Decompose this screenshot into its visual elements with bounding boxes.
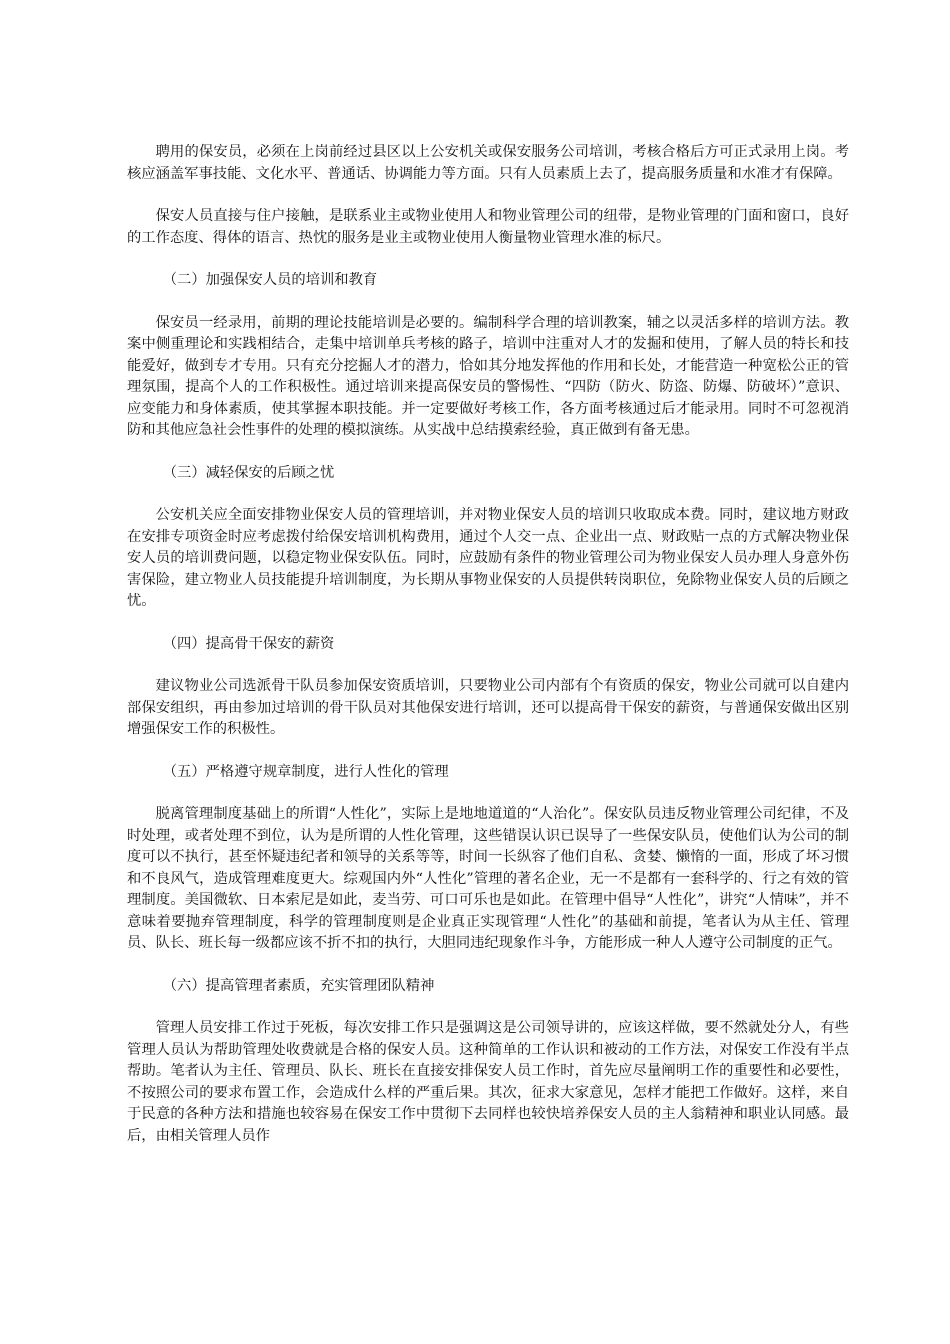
paragraph: 管理人员安排工作过于死板，每次安排工作只是强调这是公司领导讲的，应该这样做，要不然就处分人，有些管理人员认为帮助管理处收费就是合格的保安人员。这种简单的工作认识和被动的工作方法，对保安工作没有半点帮助。笔者认为主任、管理员、队长、班长在直接安排保安人员工作时，首先应尽量阐明工作的重要性和必要性，不按照公司的要求布置工作，会造成什么样的严重后果。其次，征求大家意见，怎样才能把工作做好。这样，来自于民意的各种方法和措施也较容易在保安工作中贯彻下去同样也较快培养保安人员的主人翁精神和职业认同感。最后，由相关管理人员作 bbox=[127, 1020, 849, 1144]
paragraph: 保安员一经录用，前期的理论技能培训是必要的。编制科学合理的培训教案，辅之以灵活多样的培训方法。教案中侧重理论和实践相结合，走集中培训单兵考核的路子，培训中注重对人才的发掘和使用，了解人员的特长和技能爱好，做到专才专用。只有充分挖掘人才的潜力，恰如其分地发挥他的作用和长处，才能营造一种宽松公正的管理氛围，提高个人的工作积极性。通过培训来提高保安员的警惕性、“四防（防火、防盗、防爆、防破坏）”意识、应变能力和身体素质，使其掌握本职技能。并一定要做好考核工作，各方面考核通过后才能录用。同时不可忽视消防和其他应急社会性事件的处理的模拟演练。从实战中总结摸索经验，真正做到有备无患。 bbox=[127, 314, 849, 438]
section-heading: （三）减轻保安的后顾之忧 bbox=[162, 464, 335, 481]
document-page bbox=[127, 142, 849, 1147]
paragraph: 脱离管理制度基础上的所谓“人性化”，实际上是地地道道的“人治化”。保安队员违反物业管理公司纪律，不及时处理，或者处理不到位，认为是所谓的人性化管理，这些错误认识已误导了一些保安队员，使他们认为公司的制度可以不执行，甚至怀疑违纪者和领导的关系等等，时间一长纵容了他们自私、贪婪、懒惰的一面，形成了坏习惯和不良风气，造成管理难度更大。综观国内外“人性化”管理的著名企业，无一不是都有一套科学的、行之有效的管理制度。美国微软、日本索尼是如此，麦当劳、可口可乐也是如此。在管理中倡导“人性化”，讲究“人情味”，并不意味着要抛弃管理制度，科学的管理制度则是企业真正实现管理“人性化”的基础和前提，笔者认为从主任、管理员、队长、班长每一级都应该不折不扣的执行，大胆同违纪现象作斗争，方能形成一种人人遵守公司制度的正气。 bbox=[127, 806, 849, 951]
paragraph: 建议物业公司选派骨干队员参加保安资质培训，只要物业公司内部有个有资质的保安，物业公司就可以自建内部保安组织，再由参加过培训的骨干队员对其他保安进行培训，还可以提高骨干保安的薪资，与普通保安做出区别增强保安工作的积极性。 bbox=[127, 678, 849, 737]
paragraph: 保安人员直接与住户接触，是联系业主或物业使用人和物业管理公司的纽带，是物业管理的门面和窗口，良好的工作态度、得体的语言、热忱的服务是业主或物业使用人衡量物业管理水准的标尺。 bbox=[127, 208, 849, 246]
paragraph: 聘用的保安员，必须在上岗前经过县区以上公安机关或保安服务公司培训，考核合格后方可正式录用上岗。考核应涵盖军事技能、文化水平、普通话、协调能力等方面。只有人员素质上去了，提高服务质量和水准才有保障。 bbox=[127, 144, 849, 182]
section-heading: （六）提高管理者素质，充实管理团队精神 bbox=[162, 977, 435, 994]
section-heading: （四）提高骨干保安的薪资 bbox=[162, 635, 335, 652]
section-heading: （五）严格遵守规章制度，进行人性化的管理 bbox=[162, 763, 449, 780]
section-heading: （二）加强保安人员的培训和教育 bbox=[162, 272, 378, 288]
paragraph: 公安机关应全面安排物业保安人员的管理培训，并对物业保安人员的培训只收取成本费。同时，建议地方财政在安排专项资金时应考虑拨付给保安培训机构费用，通过个人交一点、企业出一点、财政贴一点的方式解决物业保安人员的培训费问题，以稳定物业保安队伍。同时，应鼓励有条件的物业管理公司为物业保安人员办理人身意外伤害保险，建立物业人员技能提升培训制度，为长期从事物业保安的人员提供转岗职位，免除物业保安人员的后顾之忧。 bbox=[127, 507, 849, 609]
